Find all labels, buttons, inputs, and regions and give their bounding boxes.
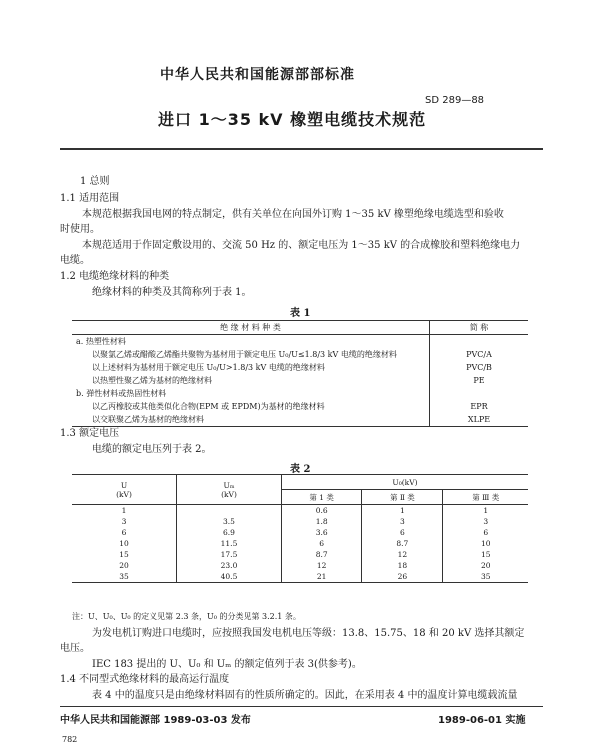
page-title: 进口 1～35 kV 橡塑电缆技术规范 [158,110,427,129]
paragraph-scope-2: 本规范适用于作固定敷设用的、交流 50 Hz 的、额定电压为 1～35 kV 的合成橡胶和塑料绝缘电力 [82,240,521,251]
table-cell: 1 [362,505,443,517]
table-2-note: 注：U、U₀、U₀ 的定义见第 2.3 条，U₀ 的分类见第 3.2.1 条。 [72,612,301,621]
paragraph-rated-voltage: 电缆的额定电压列于表 2。 [92,444,212,455]
table-cell: XLPE [467,415,491,424]
paragraph-materials: 绝缘材料的种类及其简称列于表 1。 [92,287,252,298]
header-um: Uₘ [223,480,235,490]
table-row [72,400,528,413]
document-number: SD 289—88 [425,95,485,106]
table-header-cell: 简 称 [430,321,529,335]
table-row [72,538,528,549]
table-cell: 1 [483,506,489,515]
table-row [72,560,528,571]
footer-rule [60,706,543,707]
header-u: U [120,480,128,490]
section-1-3-heading: 1.3 额定电压 [60,428,120,439]
table-cell: 以交联聚乙烯为基材的绝缘材料 [72,413,430,427]
table-cell: 6 [282,538,362,549]
table-cell: 6 [72,527,177,538]
table-cell: 以上述材料为基材用于额定电压 U₀/U>1.8/3 kV 电缆的绝缘材料 [72,361,430,374]
table-row [72,516,528,527]
header-category-2: 第 Ⅱ 类 [362,490,443,505]
table-row [72,527,528,538]
paragraph-scope-2-cont: 电缆。 [60,255,90,266]
table-cell: a. 热塑性材料 [72,335,430,349]
table-cell [177,505,282,517]
header-u0: U₀(kV) [282,475,529,490]
table-cell [430,335,529,349]
effective-date: 1989-06-01 实施 [438,715,526,726]
issue-date: 中华人民共和国能源部 1989-03-03 发布 [60,715,251,726]
table-cell [430,387,529,400]
table-cell: 6 [483,528,489,537]
table-cell: 3 [72,516,177,527]
table-cell: 6.9 [177,527,282,538]
header-u-unit: (kV) [116,489,132,499]
table-cell: 3.5 [177,516,282,527]
ministry-title: 中华人民共和国能源部部标准 [160,67,355,83]
table-row [72,387,528,400]
section-1-4-heading: 1.4 不同型式绝缘材料的最高运行温度 [60,674,230,685]
table-row [72,335,528,349]
table-cell: PE [473,376,485,385]
table-row [72,374,528,387]
table-cell: 20 [480,561,491,570]
section-1-2-heading: 1.2 电缆绝缘材料的种类 [60,271,170,282]
header-category-3: 第 Ⅲ 类 [443,490,528,505]
table-cell: PVC/A [466,350,492,359]
table-cell: 11.5 [177,538,282,549]
table-row [72,413,528,427]
table-cell: 20 [72,560,177,571]
table-cell: 40.5 [177,571,282,583]
table-cell: 3.6 [282,527,362,538]
table-cell: b. 弹性材料或热固性材料 [72,387,430,400]
table-cell: 1 [72,505,177,517]
table-cell: 15 [72,549,177,560]
table-rated-voltage [72,474,528,583]
table-row [72,361,528,374]
table-cell: 23.0 [177,560,282,571]
table-cell: 12 [362,549,443,560]
paragraph-scope-1-cont: 时使用。 [60,224,100,235]
table-cell: PVC/B [466,363,492,372]
table-cell: 10 [72,538,177,549]
table-header-cell: 绝 缘 材 料 种 类 [72,321,430,335]
table-1-caption: 表 1 [290,308,311,319]
paragraph-generator-cont: 电压。 [60,643,90,654]
header-um-unit: (kV) [221,489,237,499]
table-cell: 以热塑性聚乙烯为基材的绝缘材料 [72,374,430,387]
table-cell: 17.5 [177,549,282,560]
page-number: 782 [62,735,78,744]
title-rule [60,148,543,150]
section-1-1-heading: 1.1 适用范围 [60,193,120,204]
paragraph-iec: IEC 183 提出的 U、U₀ 和 Uₘ 的额定值列于表 3(供参考)。 [92,659,362,670]
table-cell: 26 [362,571,443,583]
table-cell: 12 [282,560,362,571]
table-2-caption: 表 2 [290,464,311,475]
table-header-row [72,475,528,490]
table-row [72,505,528,517]
table-row [72,348,528,361]
table-cell: 35 [480,572,491,581]
table-cell: 18 [362,560,443,571]
table-cell: 以聚氯乙烯或醋酸乙烯酯共聚物为基材用于额定电压 U₀/U≤1.8/3 kV 电缆的绝缘材料 [72,348,430,361]
table-cell: 3 [362,516,443,527]
table-cell: 10 [480,539,491,548]
table-row [72,571,528,583]
table-cell: 1.8 [282,516,362,527]
table-cell: 3 [483,517,489,526]
table-cell: 21 [282,571,362,583]
paragraph-scope-1: 本规范根据我国电网的特点制定，供有关单位在向国外订购 1～35 kV 橡塑绝缘电缆选型和验收 [82,209,504,220]
paragraph-temperature: 表 4 中的温度只是由绝缘材料固有的性质所确定的。因此，在采用表 4 中的温度计算电缆载流量 [92,690,518,701]
table-cell: 8.7 [282,549,362,560]
table-header-row [72,321,528,335]
table-row [72,549,528,560]
table-header-cell [72,475,177,505]
header-category-1: 第 1 类 [282,490,362,505]
table-cell: 0.6 [282,505,362,517]
table-cell: 以乙丙橡胶或其他类似化合物(EPM 或 EPDM)为基材的绝缘材料 [72,400,430,413]
paragraph-generator: 为发电机订购进口电缆时，应按照我国发电机电压等级：13.8、15.75、18 和 20 kV 选择其额定 [92,628,525,639]
table-cell: 6 [362,527,443,538]
table-header-cell [177,475,282,505]
section-1-heading: 1 总则 [80,176,110,187]
table-insulation-materials [72,320,528,427]
table-cell: EPR [470,402,488,411]
table-cell: 35 [72,571,177,583]
table-cell: 8.7 [362,538,443,549]
table-cell: 15 [480,550,491,559]
